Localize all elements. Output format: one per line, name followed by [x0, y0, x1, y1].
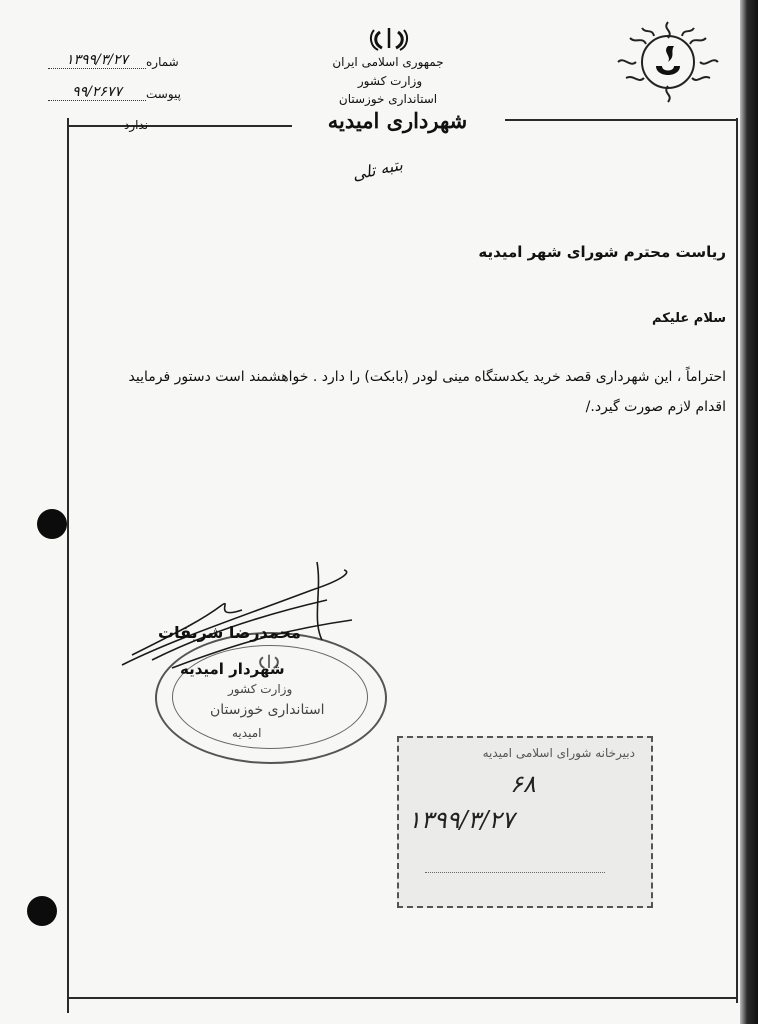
received-number-value: ۶۸	[510, 770, 536, 798]
attachment-value: ندارد	[124, 118, 149, 132]
signatory-title: شهردار امیدیه	[180, 660, 285, 678]
frame-right-border	[736, 118, 738, 1003]
header-ministry: وزارت کشور	[357, 74, 423, 88]
received-date-value: ۱۳۹۹/۳/۲۷	[408, 806, 515, 834]
letter-number-value: ۱۳۹۹/۳/۲۷	[48, 52, 146, 69]
attachment-label: پیوست	[146, 87, 181, 101]
signature-scribble	[112, 560, 362, 670]
attachment-number-value: ۹۹/۲۶۷۷	[48, 84, 146, 101]
handwritten-note: بتبه تلی	[350, 154, 405, 185]
punch-hole-top	[37, 509, 67, 539]
header-province: استانداری خوزستان	[338, 92, 438, 106]
frame-left-border	[67, 118, 69, 1013]
punch-hole-bottom	[27, 896, 57, 926]
frame-top-border-right	[505, 119, 738, 121]
letter-number-label: شماره	[146, 55, 179, 69]
municipality-logo-icon	[612, 16, 724, 108]
municipality-title: شهرداری امیدیه	[327, 108, 468, 133]
frame-top-border-left	[67, 125, 292, 127]
scan-edge	[740, 0, 758, 1024]
letter-body: احتراماً ، این شهرداری قصد خرید یکدستگاه مینی لودر (بابکت) را دارد . خواهشمند است دستور فرمایید اقدام لازم صورت گیرد./	[128, 369, 726, 415]
seal-line-city: امیدیه	[232, 726, 262, 740]
letter-greeting: سلام علیکم	[652, 311, 726, 326]
seal-line-ministry: وزارت کشور	[228, 682, 293, 696]
signatory-name: محمدرضا شریفات	[158, 623, 301, 642]
letter-addressee: ریاست محترم شورای شهر امیدیه	[478, 243, 726, 261]
received-stamp-blank-line	[425, 872, 605, 873]
seal-line-province: استانداری خوزستان	[210, 702, 325, 718]
header-country: جمهوری اسلامی ایران	[332, 55, 444, 69]
received-stamp-header: دبیرخانه شورای اسلامی امیدیه	[482, 746, 635, 760]
letter-attachment-row	[48, 84, 181, 101]
iran-emblem-icon	[368, 26, 410, 52]
letter-number-row	[48, 52, 179, 69]
frame-bottom-border	[67, 997, 738, 999]
